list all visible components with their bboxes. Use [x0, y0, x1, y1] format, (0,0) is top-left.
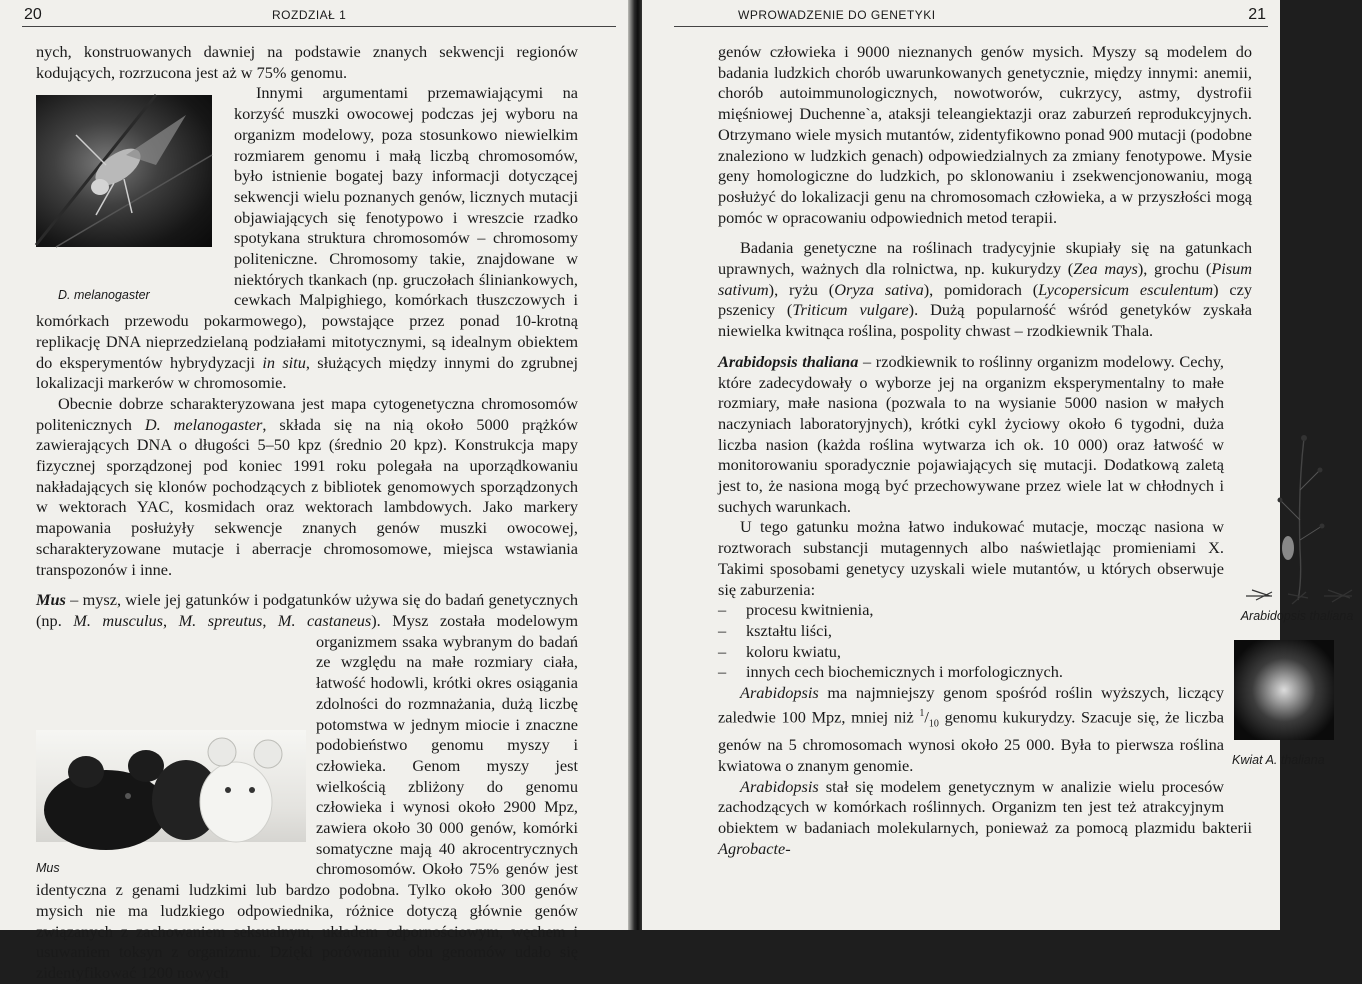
left-para-1: nych, konstruowanych dawniej na podstawie znanych sekwencji regionów kodujących, rozrzucona jest aż w 75% genomu.	[36, 42, 578, 82]
right-running-head	[674, 4, 1266, 26]
mutations-list	[718, 600, 1252, 683]
mutations-paragraph: U tego gatunku można łatwo indukować mutacje, mocząc nasiona w roztworach substancji mutagennych albo naświetlając promieniami X. Takimi sposobami genetycy uzyskali wiele mutantów, u których obserwuje się zaburzenia:	[718, 517, 1224, 599]
species-pisum-sativum: Pisum sativum	[718, 259, 1253, 299]
right-page	[642, 0, 1354, 930]
mice-illustration	[36, 730, 306, 842]
left-para-3-end: , składa się na nią około 5000 prążków zawierających DNA o długości 5–50 kpz (średnio 20 kpz). Konstrukcja mapy fizycznej sporządzonej pod koniec 1991 roku polegała na uporządkowaniu nakładających się klonów pochodzących z bibliotek genomowych sporządzonych w wektorach YAC, kosmidach oraz wektorach lambdowych. Jako markery mapowania posłużyły sekwencje znanych genów muszki owocowej, scharakteryzowane mutacje i aberracje chromosomowe, miejsca wstawiania transpozonów i inne.	[36, 414, 579, 579]
last-paragraph	[718, 777, 1252, 860]
list-item: – procesu kwitnienia,	[718, 600, 1252, 621]
arabidopsis-plant-drawing	[1232, 430, 1362, 608]
species-m-spreutus: M. spreutus	[178, 610, 263, 630]
left-page-number: 20	[24, 6, 42, 23]
mus-sep-2: ,	[262, 610, 278, 630]
fly-figure	[36, 93, 226, 301]
flower-caption	[1232, 752, 1362, 768]
arabidopsis-term: Arabidopsis thaliana	[718, 351, 859, 371]
left-page	[0, 0, 632, 982]
left-running-head	[24, 4, 614, 26]
genome-text-b: genomu kukurydzy. Szacuje się, że liczba genów na 5 chromosomach wynosi około 25 000. Była to pierwsza roślina kwiatowa o znanym genomie.	[718, 707, 1224, 775]
right-body	[718, 42, 1354, 859]
species-lycopersicum: Lycopersicum esculentum	[1038, 279, 1214, 299]
plants-text-e: ) czy pszenicy (	[718, 279, 1252, 320]
genome-paragraph: Arabidopsis ma najmniejszy genom spośród roślin wyższych, liczący zaledwie 100 Mpz, mniej niż $^1/_{10}$ genomu kukurydzy. Szacuje się, że liczba genów na 5 chromosomach wynosi około 25 000. Była to pierwsza roślina kwiatowa o znanym genomie.	[718, 683, 1224, 775]
mus-text-a: – mysz, wiele jej gatunków i podgatunków używa się do badań genetycznych (np.	[36, 590, 578, 630]
arabidopsis-caption: Arabidopsis thaliana	[1240, 608, 1354, 623]
mouse-figure	[36, 680, 316, 876]
left-header-rule	[22, 26, 616, 27]
flower-caption-b: A. thaliana	[1265, 752, 1325, 767]
genome-text-a: ma najmniejszy genom spośród roślin wyższych, liczący zaledwie 100 Mpz, mniej niż	[718, 683, 1224, 727]
fruit-fly-photo	[36, 95, 212, 247]
right-para-1: genów człowieka i 9000 nieznanych genów mysich. Myszy są modelem do badania ludzkich chorób uwarunkowanych genetycznie, między innymi: anemii, chorób autoimmunologicznych, nowotworów, cukrzycy, astmy, dystrofii mięśniowej Duchenne`a, ataksji teleangiektazji oraz zaburzeń reprodukcyjnych. Otrzymano wiele mysich mutantów, zidentyfikowno ponad 900 mutacji (podobne znaleziono w ludzkich genach) odpowiedzialnych za zmiany fenotypowe. Mysie geny homologiczne do ludzkich, po sklonowaniu i zsekwencjonowaniu, mogą posłużyć do lokalizacji genu na chromosomach człowieka, a w przyszłości mogą pomóc w opracowaniu odpowiednich metod terapii.	[718, 42, 1252, 227]
left-chapter-title: ROZDZIAŁ 1	[272, 8, 347, 22]
list-item: – innych cech biochemicznych i morfologicznych.	[718, 662, 1252, 683]
agrobacterium-term: Agrobacte-	[718, 838, 791, 858]
species-zea-mays: Zea mays	[1073, 259, 1138, 279]
left-body	[36, 42, 578, 984]
left-para-2-end: , służących między innymi do zgrubnej lokalizacji markerów w chromosomie.	[36, 352, 578, 393]
mus-text-b-wrap	[36, 611, 578, 982]
mus-caption: Mus	[36, 860, 60, 875]
in-situ-term: in situ	[262, 352, 306, 372]
fraction-denominator: 10	[928, 718, 939, 730]
mus-sep-1: ,	[163, 610, 179, 630]
species-m-musculus: M. musculus	[73, 610, 164, 630]
species-triticum: Triticum vulgare	[792, 300, 909, 320]
plants-paragraph	[718, 238, 1252, 342]
last-term: Arabidopsis	[740, 776, 819, 796]
plants-text-d: ), pomidorach (	[923, 279, 1039, 299]
right-chapter-title: WPROWADZENIE DO GENETYKI	[738, 8, 936, 22]
plants-text-f: ). Dużą popularność wśród genetyków zyskała niewielka kwitnąca roślina, pospolity chwast – rzodkiewnik Thala.	[718, 300, 1253, 341]
plants-text-b: ), grochu (	[1137, 259, 1212, 279]
mus-paragraph	[36, 590, 578, 983]
arabidopsis-text: – rzodkiewnik to roślinny organizm modelowy. Cechy, które zadecydowały o wyborze jej na organizm eksperymentalny to małe rozmiary, małe nasiona (pozwala to na wysianie 5000 nasion w małych naczyniach laboratoryjnych), krótki cykl życiowy około 6 tygodni, duża liczba nasion (każda roślina wytwarza ich ok. 10 000) oraz łatwość w monitorowaniu sporadycznie pojawiających się mutacji. Dodatkową zaletą jest to, że nasiona mogą być przechowywane przez wiele lat w chłodnych i suchych warunkach.	[718, 351, 1224, 516]
left-para-3-start: Obecnie dobrze scharakteryzowana jest mapa cytogenetyczna chromosomów politenicznych	[36, 393, 578, 434]
species-d-melanogaster: D. melanogaster	[144, 414, 263, 434]
right-header-rule	[674, 26, 1268, 27]
left-para-2-text: Innymi argumentami przemawiającymi na korzyść muszki owocowej podczas jej wyboru na organizm modelowy, poza stosunkowo niewielkim rozmiarem genomu i małą liczbą chromosomów, było istnienie bogatej bazy informacji dotyczącej sekwencji wielu poznanych genów, licznych mutacji objawiających się fenotypowo i wreszcie rzadko spotykana struktura chromosomów – chromosomy politeniczne. Chromosomy takie, znajdowane w niektórych tkankach (np. gruczołach śliniankowych, cewkach Malpighiego, komórkach tłuszczowych i komórkach przewodu pokarmowego), powstające przez ponad 10-krotną replikację DNA nieprzedzielaną podziałami mitotycznymi, są idealnym obiektem do eksperymentów hybrydyzacji	[36, 83, 578, 372]
species-oryza-sativa: Oryza sativa	[834, 279, 924, 299]
fraction-numerator: 1	[919, 707, 925, 719]
left-para-3	[36, 394, 578, 580]
plants-text-a: Badania genetyczne na roślinach tradycyjnie skupiały się na gatunkach uprawnych, ważnych dla rolnictwa, np. kukurydzy (	[718, 238, 1252, 279]
fly-illustration	[36, 95, 212, 247]
list-item: – kształtu liści,	[718, 621, 1252, 642]
flower-caption-a: Kwiat	[1232, 752, 1266, 767]
list-item: – koloru kwiatu,	[718, 642, 1252, 663]
mus-text-b: ). Mysz została modelowym organizmem ssaka wybranym do badań ze względu na małe rozmiary ciała, łatwość hodowli, krótki okres osiągania zdolności do rozmnażania, dużą liczbę potomstwa w jednym miocie i znaczne podobieństwo genomu myszy i człowieka. Genom myszy jest wielkością zbliżony do genomu człowieka i wynosi około 2900 Mpz, zawiera około 30 000 genów, komórki somatyczne mają 40 akrocentrycznych chromosomów. Około 75% genów jest identyczna z genami ludzkimi lub bardzo podobna. Tylko około 300 genów mysich nie ma ludzkiego odpowiednika, różnice dotyczą głównie genów związanych z zachowaniem seksualnym, układem odpornościowym, węchem i usuwaniem toksyn z organizmu. Dzięki porównaniu obu genomów udało się zidentyfikować 1200 nowych	[36, 610, 579, 982]
species-m-castaneus: M. castaneus	[277, 610, 372, 630]
left-para-2	[36, 83, 578, 394]
plants-text-c: ), ryżu (	[768, 279, 835, 299]
genome-term: Arabidopsis	[740, 683, 819, 703]
fly-caption: D. melanogaster	[58, 288, 150, 303]
right-page-number: 21	[1248, 6, 1266, 23]
mus-term: Mus	[36, 590, 66, 610]
mice-photo	[36, 730, 306, 842]
last-text: stał się modelem genetycznym w analizie wielu procesów zachodzących w komórkach roślinnych. Organizm ten jest też atrakcyjnym obiektem w badaniach molekularnych, ponieważ za pomocą plazmidu bakterii	[718, 776, 1252, 837]
